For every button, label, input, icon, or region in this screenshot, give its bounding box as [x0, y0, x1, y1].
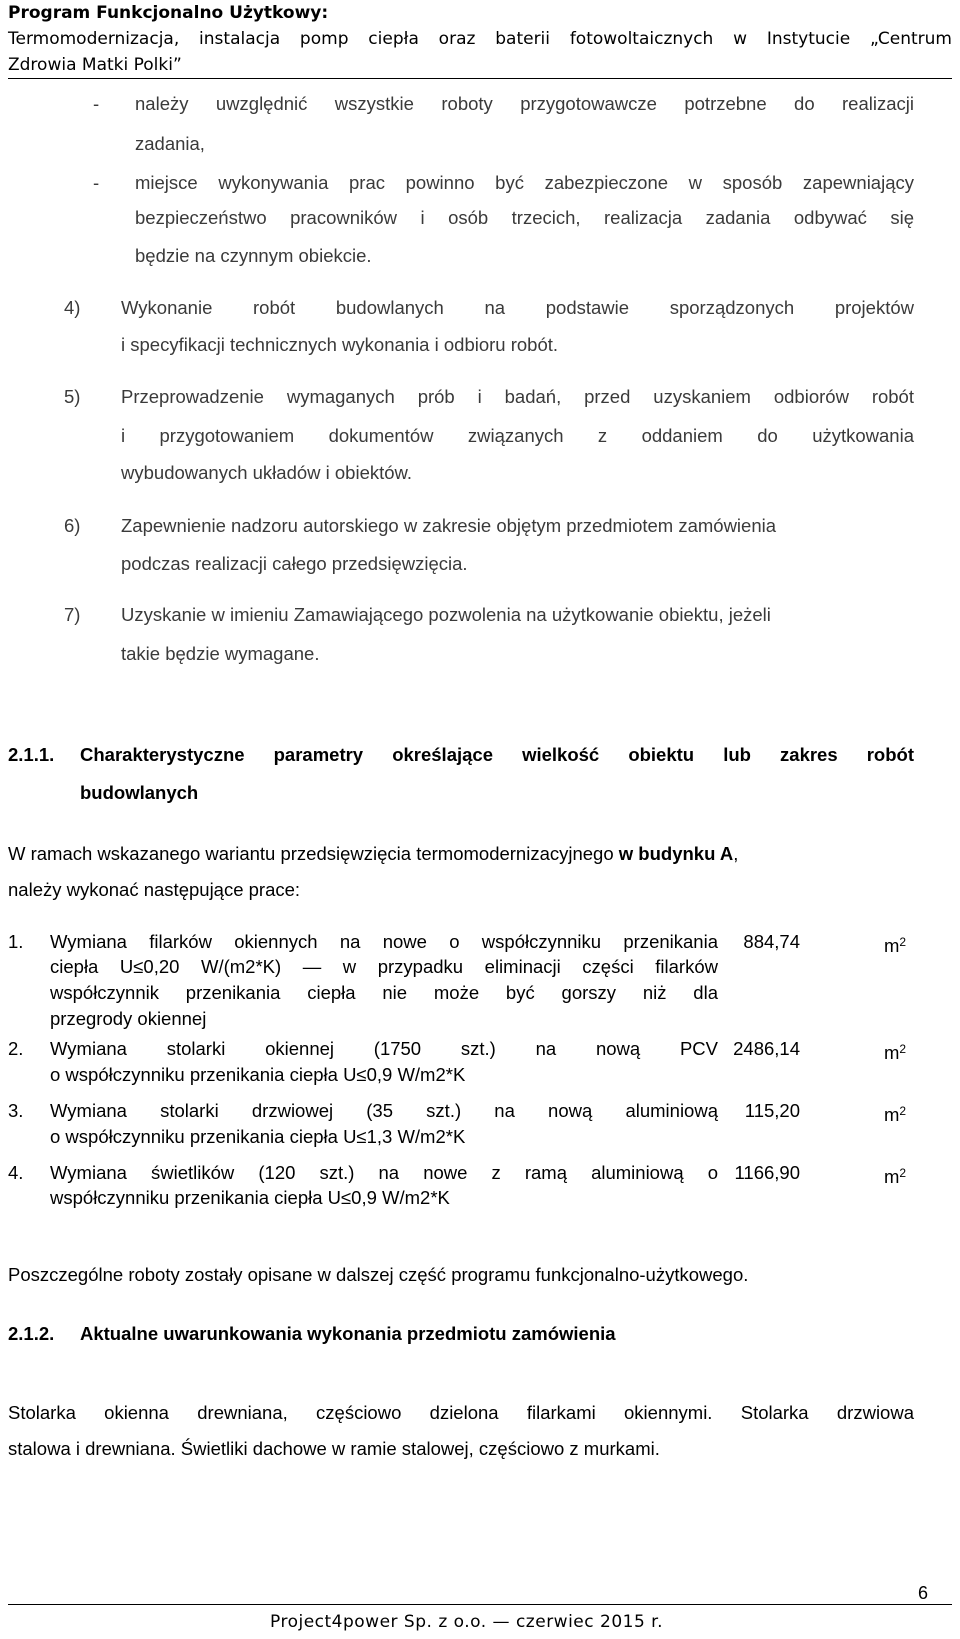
- intro-building: w budynku A: [618, 843, 734, 864]
- item-number: 6): [64, 515, 81, 536]
- work-text: ciepła U≤0,20 W/(m2*K) — w przypadku eliminacji części filarków: [50, 956, 718, 977]
- item-number: 5): [64, 386, 81, 407]
- intro-paragraph-line2: należy wykonać następujące prace:: [8, 879, 301, 900]
- footer-rule: [8, 1604, 952, 1605]
- intro-punctuation: ,: [733, 843, 739, 864]
- bullet-text: miejsce wykonywania prac powinno być zabezpieczone w sposób zapewniający: [135, 172, 914, 193]
- work-quantity: 884,74: [743, 931, 800, 952]
- footer-text: Project4power Sp. z o.o. — czerwiec 2015 r.: [270, 1612, 664, 1632]
- work-number: 4.: [8, 1162, 24, 1183]
- work-unit: $m^2$: [884, 1166, 907, 1187]
- bullet-text: będzie na czynnym obiekcie.: [135, 245, 372, 266]
- item-text: takie będzie wymagane.: [121, 643, 320, 664]
- item-text: Zapewnienie nadzoru autorskiego w zakresie objętym przedmiotem zamówienia: [121, 515, 777, 536]
- work-number: 1.: [8, 931, 24, 952]
- section-paragraph: Stolarka okienna drewniana, częściowo dzielona filarkami okiennymi. Stolarka drzwiowa: [8, 1402, 914, 1423]
- work-text: Wymiana filarków okiennych na nowe o współczynniku przenikania: [50, 931, 718, 952]
- work-number: 3.: [8, 1100, 24, 1121]
- intro-text: W ramach wskazanego wariantu przedsięwzięcia termomodernizacyjnego: [8, 843, 614, 864]
- header-subtitle-line2: Zdrowia Matki Polki”: [8, 55, 182, 75]
- header-rule: [8, 78, 952, 79]
- section-paragraph: stalowa i drewniana. Świetliki dachowe w ramie stalowej, częściowo z murkami.: [8, 1438, 660, 1459]
- section-number: 2.1.1.: [8, 744, 55, 765]
- item-text: podczas realizacji całego przedsięwzięcia.: [121, 553, 468, 574]
- item-text: Uzyskanie w imieniu Zamawiającego pozwolenia na użytkowanie obiektu, jeżeli: [121, 604, 771, 625]
- work-text: Wymiana świetlików (120 szt.) na nowe z ramą aluminiową o: [50, 1162, 718, 1183]
- work-quantity: 1166,90: [734, 1162, 800, 1183]
- document-header: [8, 0, 952, 78]
- header-subtitle-line1: Termomodernizacja, instalacja pomp ciepła oraz baterii fotowoltaicznych w Instytucie „Centrum: [8, 29, 952, 49]
- work-text: przegrody okiennej: [50, 1008, 207, 1029]
- work-quantity: 115,20: [744, 1100, 800, 1121]
- work-number: 2.: [8, 1038, 24, 1059]
- work-unit: $m^2$: [884, 1104, 907, 1125]
- item-number: 7): [64, 604, 81, 625]
- section-title: Aktualne uwarunkowania wykonania przedmiotu zamówienia: [80, 1323, 616, 1344]
- item-text: i przygotowaniem dokumentów związanych z oddaniem do użytkowania: [121, 425, 914, 446]
- item-text: Wykonanie robót budowlanych na podstawie sporządzonych projektów: [121, 297, 914, 318]
- item-number: 4): [64, 297, 81, 318]
- bullet-text: należy uwzględnić wszystkie roboty przygotowawcze potrzebne do realizacji: [135, 93, 914, 114]
- note-paragraph: Poszczególne roboty zostały opisane w dalszej część programu funkcjonalno-użytkowego.: [8, 1264, 749, 1285]
- item-text: Przeprowadzenie wymaganych prób i badań, przed uzyskaniem odbiorów robót: [121, 386, 914, 407]
- item-text: wybudowanych układów i obiektów.: [121, 462, 413, 483]
- intro-paragraph: [8, 842, 738, 866]
- work-unit: $m^2$: [884, 1042, 907, 1063]
- bullet-text: zadania,: [135, 133, 205, 154]
- work-text: współczynnik przenikania ciepła nie może być gorszy niż dla: [50, 982, 718, 1003]
- section-number: 2.1.2.: [8, 1323, 55, 1344]
- section-title-continued: budowlanych: [80, 782, 199, 803]
- bullet-text: bezpieczeństwo pracowników i osób trzecich, realizacja zadania odbywać się: [135, 207, 914, 228]
- dash-marker: -: [93, 172, 100, 193]
- header-title: Program Funkcjonalno Użytkowy:: [8, 3, 329, 23]
- work-quantity: 2486,14: [733, 1038, 800, 1059]
- work-unit: $m^2$: [884, 935, 907, 956]
- section-title: Charakterystyczne parametry określające wielkość obiektu lub zakres robót: [80, 744, 914, 765]
- work-text: o współczynniku przenikania ciepła U≤1,3 W/m2*K: [50, 1126, 466, 1147]
- work-text: o współczynniku przenikania ciepła U≤0,9 W/m2*K: [50, 1064, 466, 1085]
- dash-marker: -: [93, 93, 100, 114]
- work-text: współczynniku przenikania ciepła U≤0,9 W/m2*K: [50, 1187, 450, 1208]
- page-number: 6: [918, 1583, 929, 1603]
- work-text: Wymiana stolarki drzwiowej (35 szt.) na nową aluminiową: [50, 1100, 718, 1121]
- item-text: i specyfikacji technicznych wykonania i odbioru robót.: [121, 334, 559, 355]
- work-text: Wymiana stolarki okiennej (1750 szt.) na nową PCV: [50, 1038, 718, 1059]
